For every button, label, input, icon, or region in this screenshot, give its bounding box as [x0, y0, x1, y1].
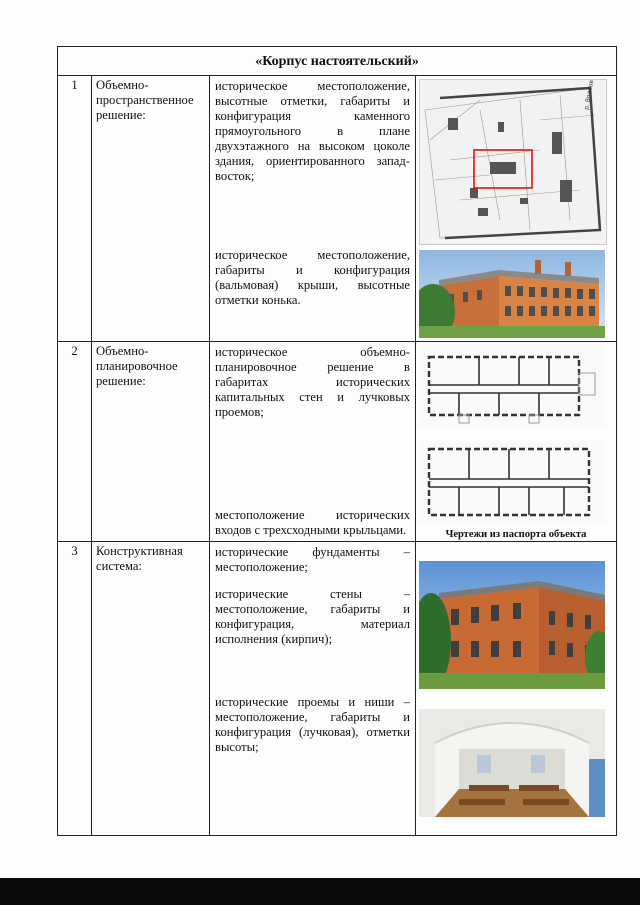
row-number: 3 — [58, 542, 92, 836]
row-number: 1 — [58, 76, 92, 342]
description-paragraph: историческое местоположение, габариты и конфигурация (вальмовая) крыши, высотные отметки конька. — [215, 248, 410, 307]
description-paragraph: историческое местоположение, высотные отметки, габариты и конфигурация каменного прямоугольного в плане двухэтажного на высоком цоколе здания, ориентированного запад-восток; — [215, 79, 410, 183]
heritage-table — [57, 46, 617, 836]
row-description — [210, 76, 416, 342]
table-row — [58, 542, 617, 836]
description-paragraph: исторические фундаменты – местоположение; — [215, 545, 410, 574]
floor-plan-image — [419, 345, 605, 427]
table-title: «Корпус настоятельский» — [58, 47, 617, 76]
row-category: Объемно-пространственное решение: — [92, 76, 210, 342]
scan-edge — [0, 878, 640, 905]
interior-photo — [419, 709, 605, 817]
row-category: Конструктивная система: — [92, 542, 210, 836]
row-category: Объемно-планировочное решение: — [92, 342, 210, 542]
site-plan-image — [419, 79, 607, 245]
building-photo — [419, 561, 605, 689]
row-description — [210, 542, 416, 836]
description-paragraph: историческое объемно-планировочное решение в габаритах исторических капитальных стен и лучковых проемов; — [215, 345, 410, 419]
map-label: р. Волхов — [583, 80, 596, 111]
building-photo — [419, 250, 605, 338]
table-row — [58, 76, 617, 342]
row-images — [416, 342, 617, 542]
description-paragraph: местоположение исторических входов с трехсходными крыльцами. — [215, 508, 410, 537]
row-number: 2 — [58, 342, 92, 542]
drawings-caption: Чертежи из паспорта объекта — [445, 529, 587, 540]
table-row — [58, 342, 617, 542]
row-images — [416, 76, 617, 342]
floor-plan-image — [419, 441, 605, 523]
description-paragraph: исторические стены – местоположение, габариты и конфигурация, материал исполнения (кирпич); — [215, 587, 410, 646]
description-paragraph: исторические проемы и ниши – местоположение, габариты и конфигурация (лучковая), отметки высоты; — [215, 695, 410, 754]
row-images — [416, 542, 617, 836]
row-description — [210, 342, 416, 542]
